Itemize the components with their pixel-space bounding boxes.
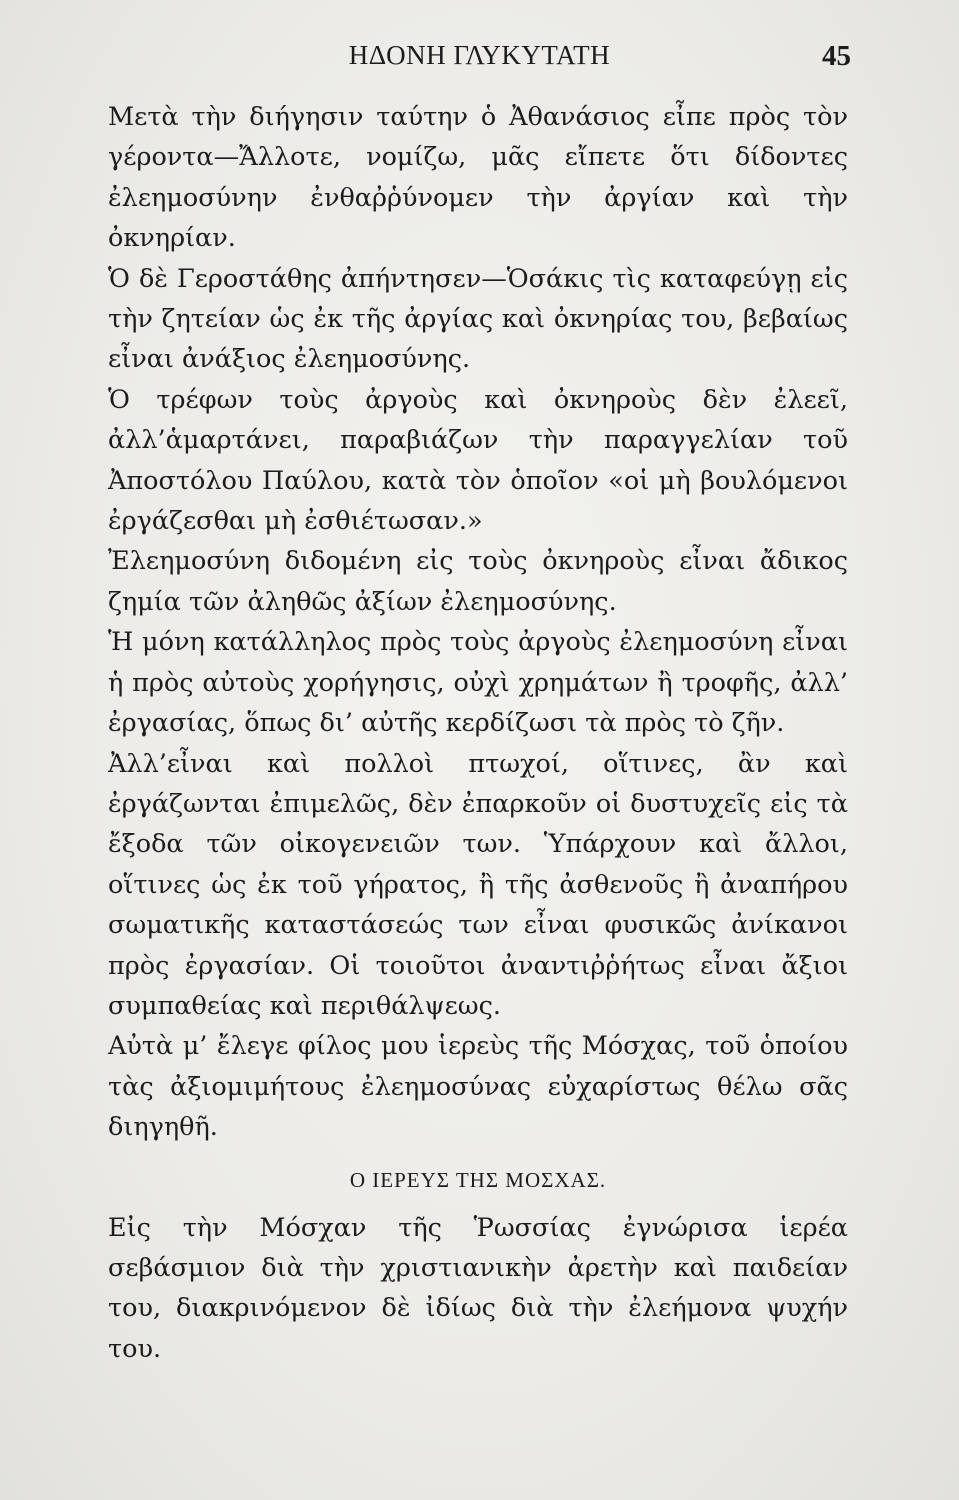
paragraph-3: Ὁ τρέφων τοὺς ἀργοὺς καὶ ὀκνηροὺς δὲν ἐλεεῖ, ἀλλ’ἁμαρτάνει, παραβιάζων τὴν παραγγελίαν τοῦ Ἀποστόλου Παύλου, κατὰ τὸν ὁποῖον «οἱ μὴ βουλόμενοι ἐργάζεσθαι μὴ ἐσθιέτωσαν.» — [108, 384, 848, 537]
paragraph-1: Μετὰ τὴν διήγησιν ταύτην ὁ Ἀθανάσιος εἶπε πρὸς τὸν γέροντα—Ἄλλοτε, νομίζω, μᾶς εἴπετε ὅτι δίδοντες ἐλεημοσύνην ἐνθαῤῥύνομεν τὴν ἀργίαν καὶ τὴν ὀκνηρίαν. — [108, 102, 848, 254]
paragraph-7: Αὐτὰ μ’ ἔλεγε φίλος μου ἱερεὺς τῆς Μόσχας, τοῦ ὁποίου τὰς ἀξιομιμήτους ἐλεημοσύνας εὐχαρίστως θέλω σᾶς διηγηθῆ. — [108, 1031, 848, 1143]
body-text — [108, 97, 848, 1369]
closing-paragraph: Εἰς τὴν Μόσχαν τῆς Ῥωσσίας ἐγνώρισα ἱερέα σεβάσμιον διὰ τὴν χριστιανικὴν ἀρετὴν καὶ παιδείαν του, διακρινόμενον δὲ ἰδίως διὰ τὴν ἐλεήμονα ψυχήν του. — [108, 1212, 848, 1364]
paragraph-5: Ἡ μόνη κατάλληλος πρὸς τοὺς ἀργοὺς ἐλεημοσύνη εἶναι ἡ πρὸς αὐτοὺς χορήγησις, οὐχὶ χρημάτων ἢ τροφῆς, ἀλλ’ ἐργασίας, ὅπως δι’ αὐτῆς κερδίζωσι τὰ πρὸς τὸ ζῆν. — [108, 627, 848, 739]
section-heading: Ο ΙΕΡΕΥΣ ΤΗΣ ΜΟΣΧΑΣ. — [349, 1167, 607, 1192]
page-number: 45 — [822, 40, 851, 72]
paragraph-4: Ἐλεημοσύνη διδομένη εἰς τοὺς ὀκνηροὺς εἶναι ἄδικος ζημία τῶν ἀληθῶς ἀξίων ἐλεημοσύνης. — [108, 546, 848, 617]
page-header — [108, 40, 851, 84]
paragraph-6: Ἀλλ’εἶναι καὶ πολλοὶ πτωχοί, οἵτινες, ἂν καὶ ἐργάζωνται ἐπιμελῶς, δὲν ἐπαρκοῦν οἱ δυστυχεῖς εἰς τὰ ἔξοδα τῶν οἰκογενειῶν των. Ὑπάρχουν καὶ ἄλλοι, οἵτινες ὡς ἐκ τοῦ γήρατος, ἢ τῆς ἀσθενοῦς ἢ ἀναπήρου σωματικῆς καταστάσεώς των εἶναι φυσικῶς ἀνίκανοι πρὸς ἐργασίαν. Οἱ τοιοῦτοι ἀναντιῤῥήτως εἶναι ἄξιοι συμπαθείας καὶ περιθάλψεως. — [108, 748, 848, 1021]
running-title: ΗΔΟΝΗ ΓΛΥΚΥΤΑΤΗ — [348, 40, 611, 70]
paragraph-2: Ὁ δὲ Γεροστάθης ἀπήντησεν—Ὁσάκις τὶς καταφεύγῃ εἰς τὴν ζητείαν ὡς ἐκ τῆς ἀργίας καὶ ὀκνηρίας του, βεβαίως εἶναι ἀνάξιος ἐλεημοσύνης. — [108, 263, 848, 375]
